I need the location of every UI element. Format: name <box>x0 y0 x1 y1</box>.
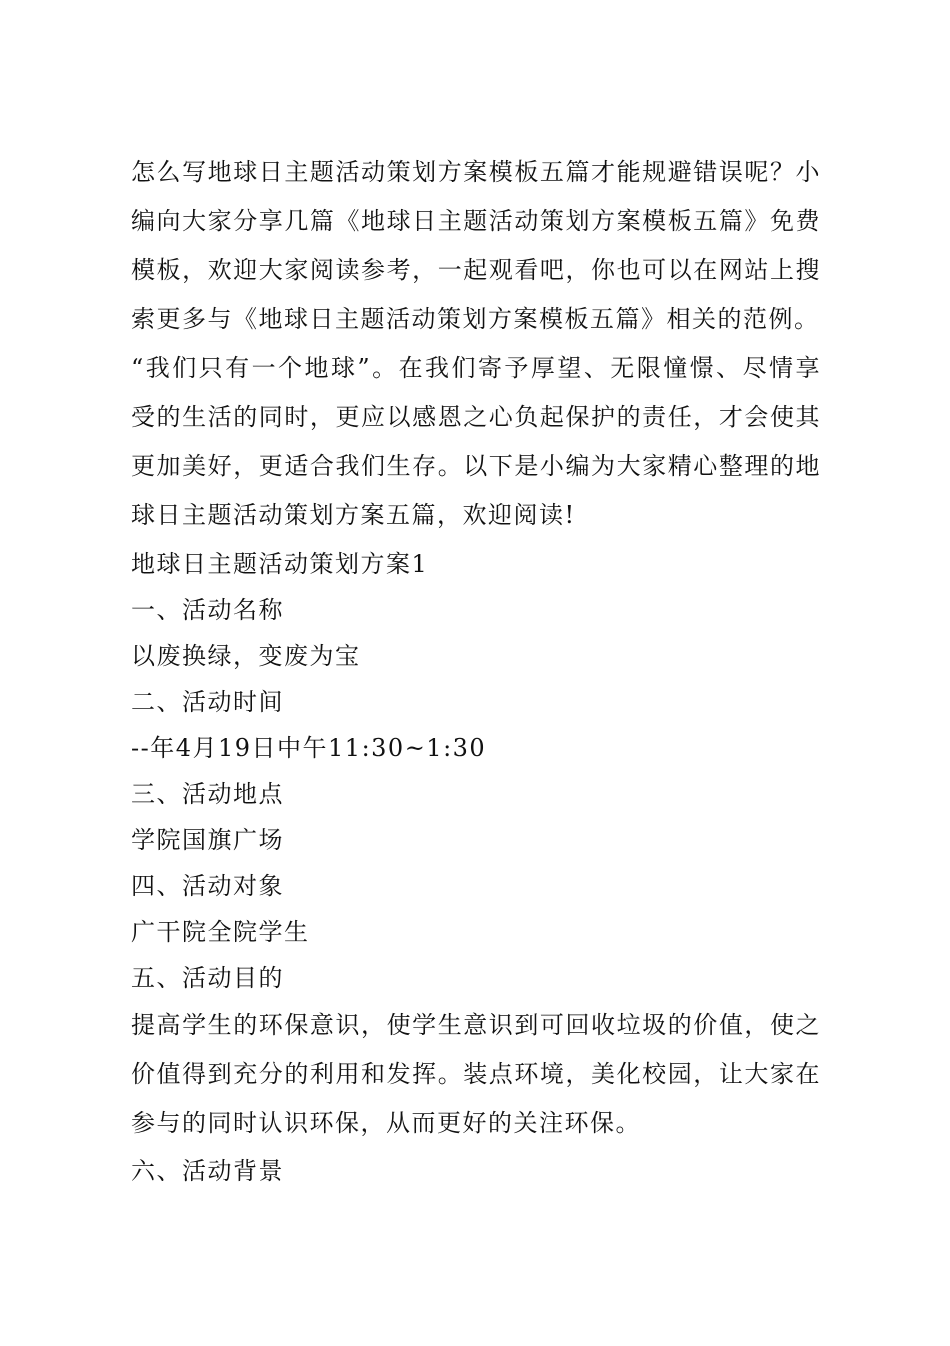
section-heading-name: 一、活动名称 <box>131 596 284 624</box>
section-heading-location: 三、活动地点 <box>131 780 284 808</box>
section-body-audience: 广干院全院学生 <box>131 918 310 946</box>
section-body-time: --年4月19日中午11:30~1:30 <box>131 734 487 762</box>
section-heading-audience: 四、活动对象 <box>131 872 284 900</box>
document-body <box>131 148 821 1194</box>
section-heading-background: 六、活动背景 <box>131 1157 284 1185</box>
intro-paragraph: 怎么写地球日主题活动策划方案模板五篇才能规避错误呢？小编向大家分享几篇《地球日主题活动策划方案模板五篇》免费模板，欢迎大家阅读参考，一起观看吧，你也可以在网站上搜索更多与《地球日主题活动策划方案模板五篇》相关的范例。 <box>131 158 821 333</box>
section-body-purpose: 提高学生的环保意识，使学生意识到可回收垃圾的价值，使之价值得到充分的利用和发挥。装点环境，美化校园，让大家在参与的同时认识环保，从而更好的关注环保。 <box>131 1011 821 1137</box>
section-heading-time: 二、活动时间 <box>131 688 284 716</box>
plan-title: 地球日主题活动策划方案1 <box>131 550 429 578</box>
quote-paragraph: “我们只有一个地球”。在我们寄予厚望、无限憧憬、尽情享受的生活的同时，更应以感恩之心负起保护的责任，才会使其更加美好，更适合我们生存。以下是小编为大家精心整理的地球日主题活动策划方案五篇，欢迎阅读! <box>131 354 821 529</box>
section-heading-purpose: 五、活动目的 <box>131 964 284 992</box>
section-body-location: 学院国旗广场 <box>131 826 284 854</box>
section-body-name: 以废换绿，变废为宝 <box>131 642 361 670</box>
